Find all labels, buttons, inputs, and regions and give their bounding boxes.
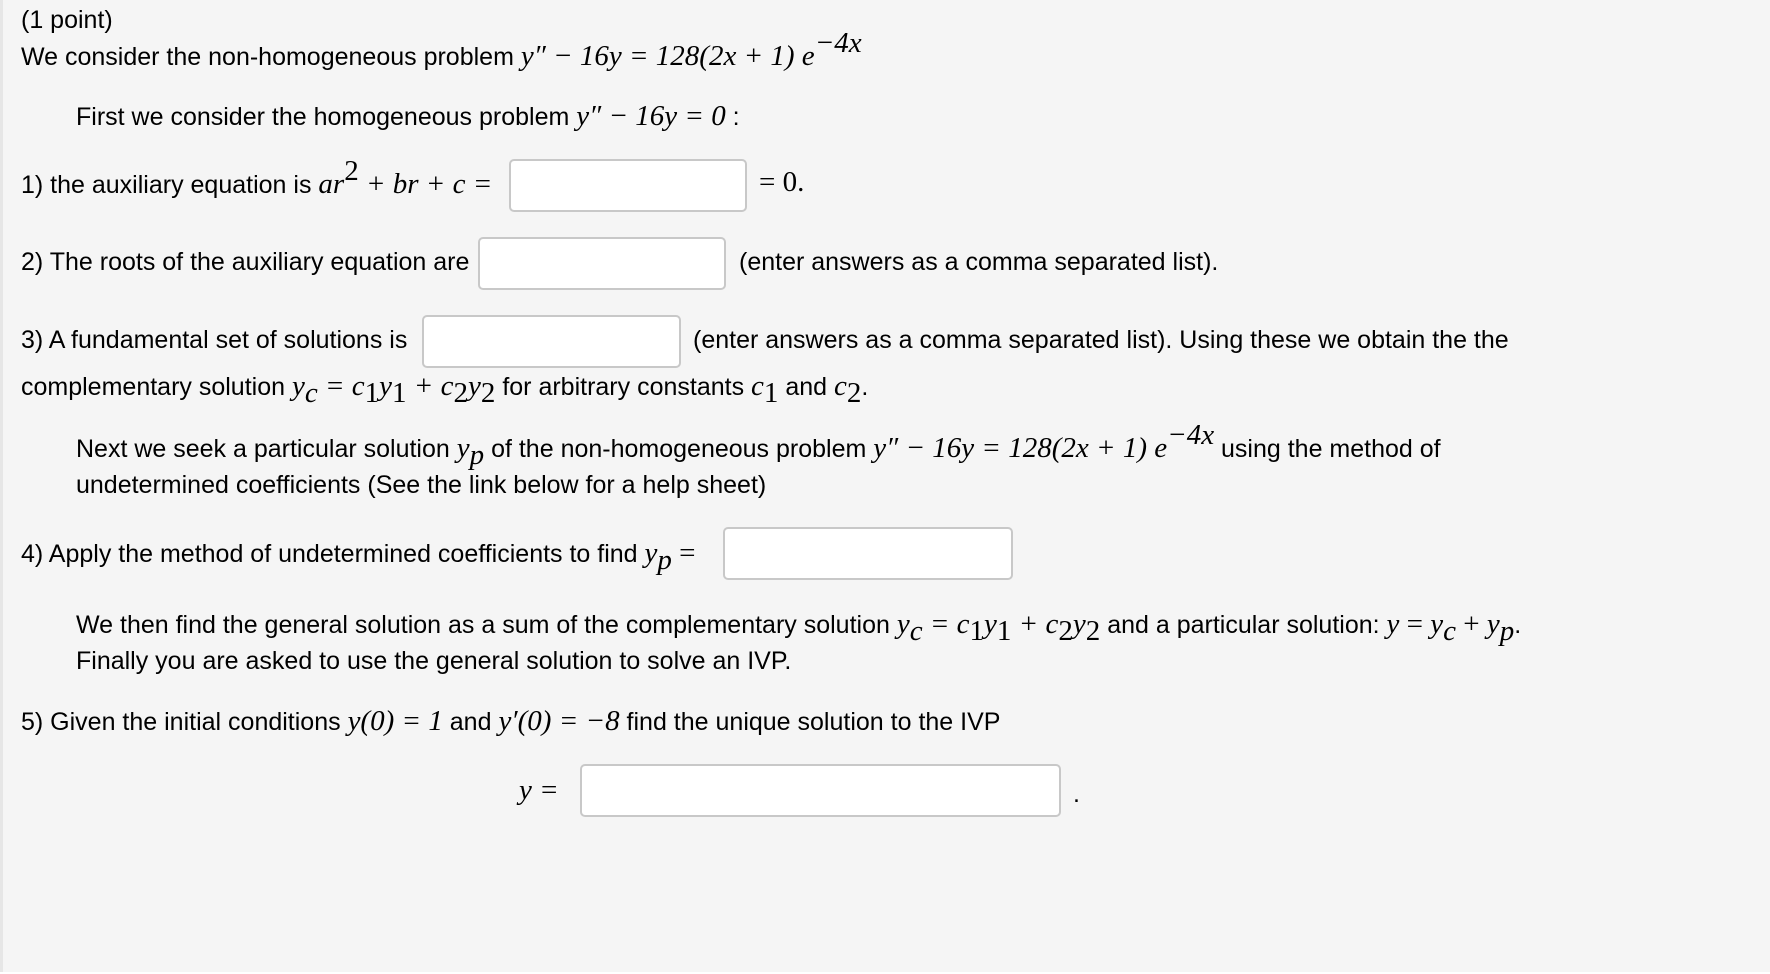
particular-equation: y″ − 16y = 128(2x + 1) e <box>873 432 1168 464</box>
general-y1-sub: 1 <box>996 615 1012 647</box>
yc-subscript: c <box>304 377 318 409</box>
general-yp-sub: p <box>1499 615 1515 647</box>
general-y1: y <box>984 608 997 640</box>
ivp-solution-input[interactable] <box>580 764 1061 817</box>
ivp-period-text: . <box>1073 780 1080 808</box>
y2-symbol: y <box>468 370 481 402</box>
question-1 <box>21 155 493 201</box>
yp-symbol: y <box>456 432 470 464</box>
yc-symbol: y <box>291 370 305 402</box>
question-3-label: 3) A fundamental set of solutions is <box>21 326 408 354</box>
question-2-note-text: (enter answers as a comma separated list). <box>739 248 1219 276</box>
general-y2-sub: 2 <box>1085 615 1101 647</box>
general-yc2-sub: c <box>1443 615 1457 647</box>
general-yp: y <box>1486 608 1500 640</box>
c2-symbol: c <box>834 370 847 402</box>
yp-subscript: p <box>469 439 485 471</box>
general-c2-sub: 2 <box>1058 615 1073 647</box>
y1-subscript: 1 <box>392 377 407 409</box>
question-2-note <box>739 246 1218 278</box>
initial-condition-1: y(0) = 1 <box>347 705 443 737</box>
yc-equals: = c <box>317 370 365 402</box>
general-plus: + c <box>1011 608 1059 640</box>
question-5 <box>21 705 1000 738</box>
general-yc: y <box>896 608 910 640</box>
question-3 <box>21 324 407 356</box>
general-y: y <box>1386 608 1400 640</box>
general-line-2 <box>76 645 791 677</box>
q4-yp-subscript: p <box>657 544 672 576</box>
general-yc-sub: c <box>909 615 923 647</box>
homogeneous-line <box>76 100 740 133</box>
fundamental-set-input[interactable] <box>422 315 681 368</box>
question-1-lhs-sup: 2 <box>344 155 359 187</box>
question-4 <box>21 537 696 576</box>
question-5-label: 5) Given the initial conditions <box>21 708 348 736</box>
auxiliary-equation-input[interactable] <box>509 159 747 212</box>
general-text-2: and a particular solution: <box>1100 611 1387 639</box>
constants-text: for arbitrary constants <box>495 373 752 401</box>
ivp-period <box>1073 778 1080 810</box>
question-1-suffix-text: = 0. <box>759 166 805 198</box>
intro-equation: y″ − 16y = 128(2x + 1) e <box>520 40 815 72</box>
q4-equals: = <box>671 537 696 569</box>
particular-text-2: of the non-homogeneous problem <box>484 435 874 463</box>
general-equals: = c <box>922 608 970 640</box>
c2-subscript: 2 <box>453 377 468 409</box>
question-1-lhs-a: ar <box>318 168 345 200</box>
c1-const-subscript: 1 <box>763 377 779 409</box>
question-4-label: 4) Apply the method of undetermined coefficients to find <box>21 540 645 568</box>
ivp-y-label <box>519 774 559 806</box>
complementary-solution-line <box>21 370 869 409</box>
general-y2: y <box>1072 608 1086 640</box>
general-c1-sub: 1 <box>969 615 985 647</box>
particular-solution-input[interactable] <box>723 527 1013 580</box>
particular-line-2 <box>76 469 766 501</box>
particular-text-1: Next we seek a particular solution <box>76 435 457 463</box>
ivp-y-label-text: y = <box>519 774 559 806</box>
period: . <box>861 373 869 401</box>
homogeneous-equation: y″ − 16y = 0 <box>576 100 726 132</box>
c1-subscript: 1 <box>364 377 380 409</box>
particular-exponent: −4x <box>1167 419 1215 451</box>
general-equals-2: = <box>1399 608 1431 640</box>
y1-symbol: y <box>379 370 393 402</box>
question-1-label: 1) the auxiliary equation is <box>21 171 319 199</box>
question-1-suffix <box>759 166 804 198</box>
question-3-note-text: (enter answers as a comma separated list). Using these we obtain the the <box>693 326 1509 354</box>
question-5-tail: find the unique solution to the IVP <box>619 708 1001 736</box>
particular-intro-line <box>76 419 1441 471</box>
general-text-1: We then find the general solution as a sum of the complementary solution <box>76 611 897 639</box>
particular-line-2-text: undetermined coefficients (See the link below for a help sheet) <box>76 471 767 499</box>
question-3-note <box>693 324 1509 356</box>
points-label: (1 point) <box>21 6 113 34</box>
plus-c2: + c <box>406 370 454 402</box>
general-yc2: y <box>1430 608 1444 640</box>
general-period: . <box>1514 611 1522 639</box>
point-value <box>21 4 113 36</box>
initial-condition-2: y′(0) = −8 <box>498 705 620 737</box>
question-1-lhs-rest: + br + c = <box>358 168 493 200</box>
c2-const-subscript: 2 <box>846 377 862 409</box>
complementary-text: complementary solution <box>21 373 292 401</box>
homogeneous-suffix: : <box>725 103 740 131</box>
c1-symbol: c <box>751 370 764 402</box>
roots-input[interactable] <box>478 237 726 290</box>
intro-line <box>21 27 862 73</box>
intro-text: We consider the non-homogeneous problem <box>21 43 521 71</box>
y2-subscript: 2 <box>480 377 496 409</box>
and-text: and <box>778 373 835 401</box>
general-line-2-text: Finally you are asked to use the general solution to solve an IVP. <box>76 647 792 675</box>
intro-exponent: −4x <box>814 27 862 59</box>
q5-and: and <box>442 708 499 736</box>
homogeneous-text: First we consider the homogeneous problem <box>76 103 577 131</box>
q4-yp-symbol: y <box>644 537 658 569</box>
question-2-label: 2) The roots of the auxiliary equation are <box>21 248 470 276</box>
particular-text-3: using the method of <box>1214 435 1441 463</box>
question-2 <box>21 246 469 278</box>
general-solution-line <box>76 608 1522 647</box>
general-plus-2: + <box>1456 608 1487 640</box>
